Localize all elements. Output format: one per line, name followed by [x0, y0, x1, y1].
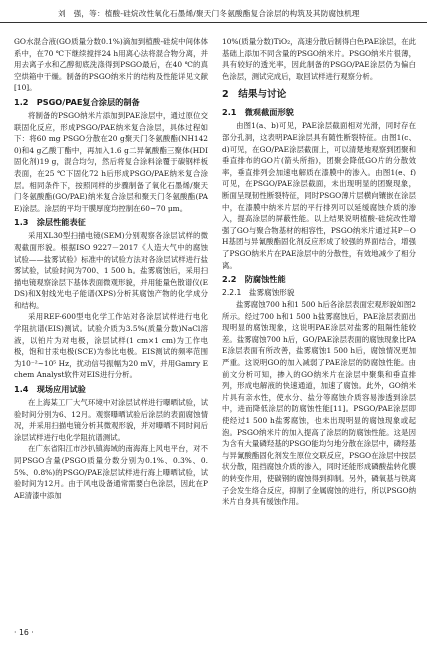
section-heading-1-3: 1.3 涂层性能表征: [14, 217, 86, 228]
section-heading-2-1: 2.1 微观截面形貌: [222, 107, 294, 118]
paragraph: GO水混合液(GO质量分数0.1%)滴加到植酸-硅烷中间体体系中，在70 ℃下继续搅拌24 h用离心法将混合物分离，并用去离子水和乙醇彻底洗涤得到PSGO最后，在40 ℃的真空烘箱中干燥。制备的PSGO纳米片的结构及性能详见文献[10]。: [14, 37, 208, 93]
section-heading-1-4: 1.4 现场应用试验: [14, 384, 86, 395]
section-heading-2: 2 结果与讨论: [222, 89, 287, 101]
paragraph: 10%(质量分数)TiO₂，高速分散后制得白色PAE涂层，在此基础上添加不同含量的PSGO纳米片。PSGO纳米片很薄，具有较好的透光率，因此制备的PSGO/PAE涂层仍为偏白色涂层，测试完成后，取回试样进行观察分析。: [222, 37, 416, 81]
running-header: [0, 0, 427, 23]
section-heading-2-2: 2.2 防腐蚀性能: [222, 274, 286, 285]
paragraph: 盐雾腐蚀700 h和1 500 h后各涂层表面宏观形貌如图2所示。经过700 h和1 500 h盐雾腐蚀后，PAE涂层表面出现明显的腐蚀现象，这说明PAE涂层对盐雾的阻隔性能较差。盐雾腐蚀700 h后，GO/PAE涂层表面的腐蚀现象比PAE涂层表面有所改善，盐雾腐蚀1 500 h后，腐蚀情况更加严重。这说明GO的加入减弱了PAE涂层的防腐蚀性能。由前文分析可知，掺入的GO纳米片在涂层中聚集和垂直排列，形成电解液的快速通道，加速了腐蚀。此外，GO纳米片具有亲水性，使水分、盐分等腐蚀介质容易渗透到涂层中，进而降低涂层的防腐蚀性能[11]。PSGO/PAE涂层即使经过1 500 h盐雾腐蚀，也未出现明显的腐蚀现象或起泡。PSGO纳米片的加入提高了涂层的防腐蚀性能。这是因为含有大量磷羟基的PSGO能均匀地分散在涂层中，磷羟基与异氰酸酯固化剂发生原位交联反应，PSGO在涂层中按层状分散，阻挡腐蚀介质的渗入，同时还能形成磷酸盐转化膜的转变作用，使碳钢的腐蚀得到抑制。另外，磷氧基与铁离子会发生络合反应，抑制了金属腐蚀的进行，所以PSGO纳米片自身具有缓蚀作用。: [222, 300, 416, 507]
page-number: · 16 ·: [14, 628, 34, 637]
right-column: [222, 36, 416, 508]
paragraph: 采用REF-600型电化学工作站对各涂层试样进行电化学阻抗谱(EIS)测试。试验介质为3.5%(质量分数)NaCl溶液，以铂片为对电极，涂层试样(1 cm×1 cm)为工作电极，饱和甘汞电极(SCE)为参比电极。EIS测试的频率范围为10⁻²~10⁵ Hz，扰动信号振幅为20 mV，并用Gamry Echem Analyst软件对EIS进行分析。: [14, 312, 208, 380]
paragraph: 在广东省阳江市沙扒镇海域的南海海上风电平台，对不同PSGO含量(PSGO质量分数分别为0.1%、0.3%、0.5%、0.8%)的PSGO/PAE涂层试样进行海上曝晒试验，试验时间为12月。由于风电设备通常需要白色涂层，因此在PAE清漆中添加: [14, 444, 208, 500]
paragraph: 将制备的PSGO纳米片添加到PAE涂层中，通过原位交联固化反应，形成PSGO/PAE纳米复合涂层，具体过程如下：将60 mg PSGO分散在20 g聚天门冬氨酸酯(NH1420)和4 g乙酸丁酯中，再加入1.6 g二异氰酸酯三聚体(HDI固化剂)19 g，混合均匀，然后将复合涂料涂覆于碳钢样板表面，在25 ℃下固化72 h后形成PSGO/PAE纳米复合涂层。相同条件下，按照同样的步骤制备了氧化石墨烯/聚天门冬氨酸酯(GO/PAE)纳米复合涂层和聚天门冬氨酸酯(PAE)涂层。涂层的平均干膜厚度均控制在60~70 μm。: [14, 110, 208, 213]
paragraph: 采用XL30型扫描电镜(SEM)分别观察各涂层试样的微观截面形貌。根据ISO 9227－2017《人造大气中的腐蚀试验——盐雾试验》标准中的试验方法对各涂层试样进行盐雾试验，试验时间为700、1 500 h。盐雾腐蚀后，采用扫描电镜观察涂层下基体表面微观形貌，并用能量色散谱仪(EDS)和X射线光电子能谱(XPS)分析其腐蚀产物的化学成分和结构。: [14, 231, 208, 310]
paragraph: 在上海某工厂大气环境中对涂层试样进行曝晒试验，试验时间分别为6、12月。观察曝晒试验后涂层的表面腐蚀情况，并采用扫描电镜分析其微观形貌，并对曝晒不同时间后涂层试样进行电化学阻抗谱测试。: [14, 398, 208, 442]
running-header-title: 刘 强，等：植酸-硅烷改性氧化石墨烯/聚天门冬氨酸酯复合涂层的构筑及其防腐蚀机理: [58, 9, 360, 18]
paragraph: 由图1(a、b)可见，PAE涂层截面相对光滑，同时存在部分孔洞，这表明PAE涂层具有随性断裂特征。由图1(c、d)可见，在GO/PAE涂层截面上，可以清楚地观察到团聚和垂直排布的GO片(箭头所指)，团聚会降低GO片的分散效率，垂直排列会加速电解质在漆膜中的渗入。由图1(e、f)可见，在PSGO/PAE涂层截面，未出现明显的团聚现象，断面呈现韧性断裂特征，同时PSGO薄片层横向镶嵌在涂层中，在漆膜中纳米片层的平行排列可以延缓腐蚀介质的渗入，提高涂层的屏蔽性能。以上结果说明植酸-硅烷改性增强了GO与聚合物基材的相容性，PSGO纳米片通过其P－OH基团与异氰酸酯固化剂反应形成了较强的界面结合，增强了PSGO纳米片在PAE涂层中的分散性，有效地减少了相分离。: [222, 121, 416, 270]
subsection-heading-2-2-1: 2.2.1 盐雾腐蚀形貌: [222, 288, 295, 298]
section-heading-1-2: 1.2 PSGO/PAE复合涂层的制备: [14, 96, 140, 107]
left-column: [14, 36, 208, 501]
